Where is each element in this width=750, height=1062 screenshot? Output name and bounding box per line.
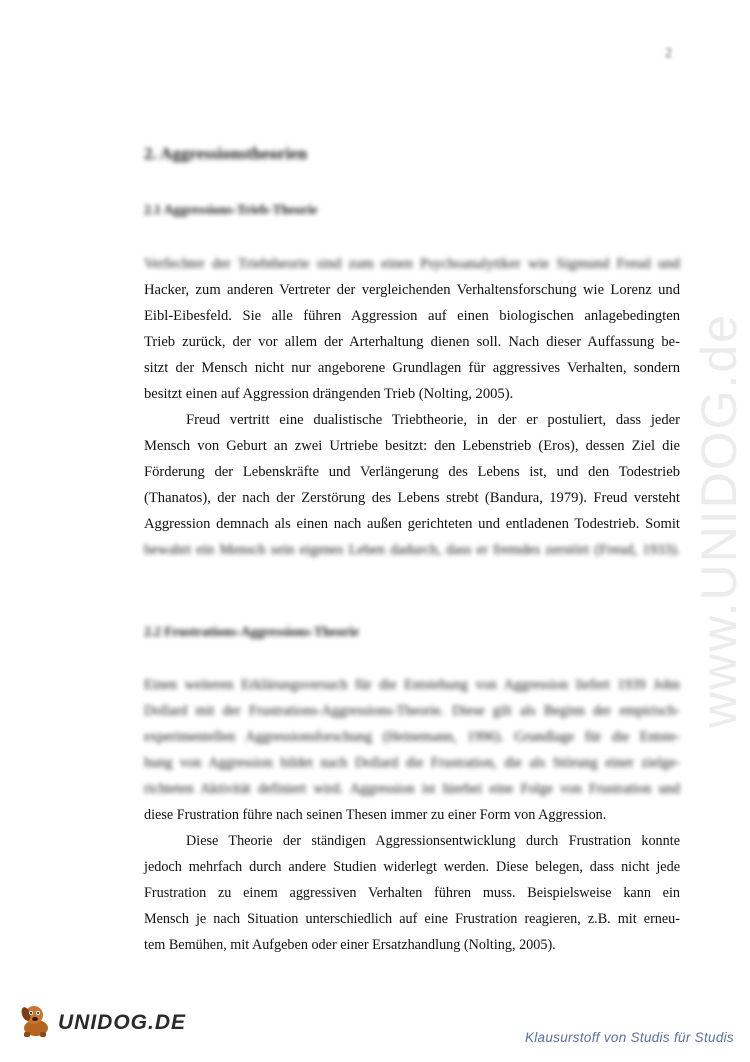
text-line: sitzt der Mensch nicht nur angeborene Grundlagen für aggressives Verhalten, sondern — [144, 360, 680, 376]
logo-text: UNIDOG.DE — [58, 1010, 187, 1034]
dog-mascot-icon — [16, 1000, 56, 1045]
blurred-line: bewahrt ein Mensch sein eigenes Leben dadurch, dass er fremdes zerstört (Freud, 1933). — [144, 542, 680, 558]
blurred-line: hung von Aggression bildet nach Dollard die Frustration, die als Störung einer zielge- — [144, 755, 680, 771]
section2-paragraph — [144, 672, 680, 958]
text-line: besitzt einen auf Aggression drängenden Trieb (Nolting, 2005). — [144, 386, 514, 402]
blurred-line: richteten Aktivität definiert wird. Aggression ist hierbei eine Folge von Frustration und — [144, 781, 680, 797]
text-line: Hacker, zum anderen Vertreter der vergleichenden Verhaltensforschung wie Lorenz und — [144, 282, 680, 298]
text-line: diese Frustration führe nach seinen Thesen immer zu einer Form von Aggression. — [144, 807, 607, 823]
footer-slogan: Klausurstoff von Studis für Studis — [524, 1030, 734, 1045]
text-line: Freud vertritt eine dualistische Triebtheorie, in der er postuliert, dass jeder — [186, 412, 680, 428]
blurred-line: Einen weiteren Erklärungsversuch für die Entstehung von Aggression liefert 1939 John — [144, 677, 680, 693]
section-heading-main: 2. Aggressionstheorien — [144, 144, 308, 163]
blurred-line: Dollard mit der Frustrations-Aggressions-Theorie. Diese gilt als Beginn der empirisch- — [144, 703, 680, 719]
text-line: Mensch von Geburt an zwei Urtriebe besitzt: den Lebenstrieb (Eros), dessen Ziel die — [144, 438, 680, 454]
blurred-line: experimentellen Aggressionsforschung (Heinemann, 1996). Grundlage für die Entste- — [144, 729, 680, 745]
text-line: Diese Theorie der ständigen Aggressionsentwicklung durch Frustration konnte — [186, 833, 680, 849]
text-line: Eibl-Eibesfeld. Sie alle führen Aggression auf einen biologischen anlagebedingten — [144, 308, 680, 324]
section1-paragraph — [144, 251, 680, 563]
page-number: 2 — [665, 46, 672, 61]
footer-logo[interactable] — [16, 1000, 186, 1045]
section1-heading: 2.1 Aggressions-Trieb-Theorie — [144, 202, 318, 217]
text-line: Förderung der Lebenskräfte und Verlängerung des Lebens ist, und den Todestrieb — [144, 464, 680, 480]
text-line: Trieb zurück, der vor allem der Arterhaltung dienen soll. Nach dieser Auffassung be- — [144, 334, 680, 350]
text-line: Mensch je nach Situation unterschiedlich auf eine Frustration reagieren, z.B. mit erneu- — [144, 911, 680, 927]
blurred-line: Verfechter der Triebtheorie sind zum einen Psychoanalytiker wie Sigmund Freud und — [144, 256, 680, 272]
text-line: jedoch mehrfach durch andere Studien widerlegt werden. Diese belegen, dass nicht jede — [144, 859, 680, 875]
text-line: tem Bemühen, mit Aufgeben oder einer Ersatzhandlung (Nolting, 2005). — [144, 937, 556, 953]
section2-heading: 2.2 Frustrations-Aggressions-Theorie — [144, 624, 359, 639]
text-line: (Thanatos), der nach der Zerstörung des Lebens strebt (Bandura, 1979). Freud versteht — [144, 490, 680, 506]
text-line: Aggression demnach als einen nach außen gerichteten und entladenen Todestrieb. Somit — [144, 516, 680, 532]
watermark: www.UNIDOG.de — [691, 313, 747, 728]
text-line: Frustration zu einem aggressiven Verhalten führen muss. Beispielsweise kann ein — [144, 885, 680, 901]
